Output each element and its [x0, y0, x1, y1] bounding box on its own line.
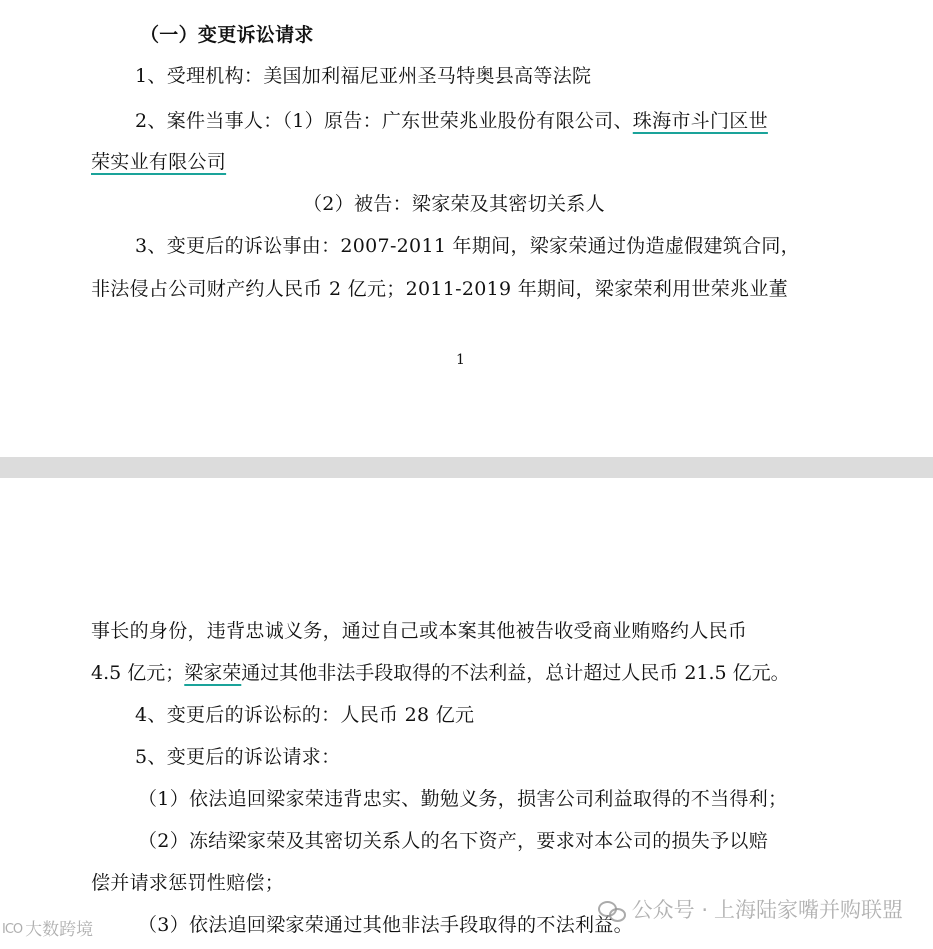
- paragraph-line: 4、变更后的诉讼标的：人民币 28 亿元: [135, 704, 475, 726]
- underlined-text: 梁家荣: [184, 662, 242, 684]
- watermark-source-name: 大数跨境: [25, 920, 94, 940]
- logo-icon: ICO: [2, 922, 23, 937]
- paragraph-line: 3、变更后的诉讼事由：2007-2011 年期间，梁家荣通过伪造虚假建筑合同，: [135, 235, 800, 257]
- text-run: 2、案件当事人：（1）原告：广东世荣兆业股份有限公司、: [135, 110, 633, 132]
- page-separator: [0, 457, 933, 478]
- paragraph-line: 非法侵占公司财产约人民币 2 亿元；2011-2019 年期间，梁家荣利用世荣兆业董: [91, 278, 788, 300]
- paragraph-line: 1、受理机构：美国加利福尼亚州圣马特奥县高等法院: [135, 65, 592, 87]
- paragraph-line: [91, 150, 226, 174]
- watermark-prefix: 公众号 ·: [631, 898, 708, 922]
- source-watermark: [2, 919, 93, 941]
- document-page-2: [0, 478, 933, 949]
- paragraph-line: [135, 109, 768, 133]
- paragraph-line: （2）冻结梁家荣及其密切关系人的名下资产，要求对本公司的损失予以赔: [138, 830, 768, 852]
- document-page-1: [0, 0, 933, 457]
- section-heading: （一）变更诉讼请求: [140, 24, 314, 46]
- paragraph-line: [91, 661, 790, 685]
- page-number: 1: [456, 352, 465, 368]
- text-run: 4.5 亿元；: [91, 662, 185, 684]
- paragraph-line: （1）依法追回梁家荣违背忠实、勤勉义务，损害公司利益取得的不当得利；: [138, 788, 788, 810]
- underlined-text: 珠海市斗门区世: [632, 110, 768, 132]
- paragraph-line: （3）依法追回梁家荣通过其他非法手段取得的不法利益。: [138, 914, 633, 936]
- text-run: 通过其他非法手段取得的不法利益，总计超过人民币 21.5 亿元。: [241, 662, 790, 684]
- underlined-text: 荣实业有限公司: [91, 151, 227, 173]
- paragraph-line: 偿并请求惩罚性赔偿；: [91, 872, 285, 894]
- paragraph-line: 事长的身份，违背忠诚义务，通过自己或本案其他被告收受商业贿赂约人民币: [91, 620, 748, 642]
- wechat-watermark: [598, 897, 903, 923]
- watermark-account-name: 上海陆家嘴并购联盟: [714, 898, 903, 922]
- paragraph-line: 5、变更后的诉讼请求：: [135, 746, 341, 768]
- paragraph-line: （2）被告：梁家荣及其密切关系人: [303, 193, 605, 215]
- wechat-icon: [598, 899, 626, 921]
